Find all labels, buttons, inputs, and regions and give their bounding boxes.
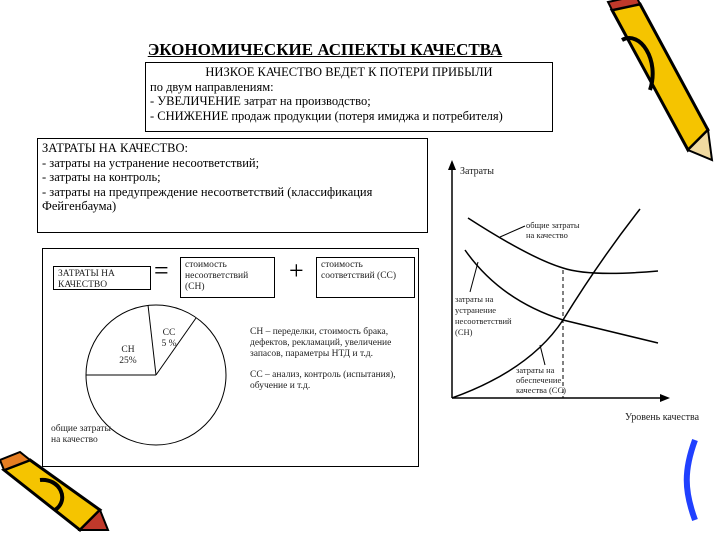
box1-line: - СНИЖЕНИЕ продаж продукции (потеря имиджа и потребителя) [150,108,503,123]
graph-total-label: общие затраты на качество [526,220,580,240]
box1-heading: НИЗКОЕ КАЧЕСТВО ВЕДЕТ К ПОТЕРИ ПРИБЫЛИ [205,65,493,79]
page-title: ЭКОНОМИЧЕСКИЕ АСПЕКТЫ КАЧЕСТВА [147,40,503,59]
pie-total-label: общие затраты на качество [51,424,111,445]
box1-line: по двум направлениям: [150,79,274,94]
quality-costs-box [37,138,428,233]
graph-ylabel: Затраты [460,166,494,177]
blue-bracket-icon [687,440,695,520]
box2-line: - затраты на устранение несоответствий; [42,155,260,170]
plus-sign: + [289,256,304,285]
pie-cc-label: СС 5 % [161,328,177,349]
graph-xlabel: Уровень качества [625,412,700,423]
low-quality-box [145,62,553,132]
box2-line: - затраты на предупреждение несоответствий (классификация Фейгенбаума) [42,184,373,213]
formula-middle: стоимость несоответствий (СН) [180,257,275,298]
note-cc: СС – анализ, контроль (испытания), обучение и т.д. [250,370,396,391]
pie-ch-label: СН 25% [119,345,137,366]
pencil-top-right-icon [608,0,712,160]
graph-cc-label: затраты на обеспечение качества (СС) [516,365,566,395]
note-ch: СН – переделки, стоимость брака, дефектов, рекламаций, увеличение запасов, параметры НТД и т.д. [250,327,392,359]
formula-left: ЗАТРАТЫ НА КАЧЕСТВО [53,266,151,290]
box2-line: - затраты на контроль; [42,170,161,184]
box1-line: - УВЕЛИЧЕНИЕ затрат на производство; [150,94,371,108]
graph-ch-label: затраты на устранение несоответствий (СН) [455,294,512,337]
box2-line: ЗАТРАТЫ НА КАЧЕСТВО: [42,141,188,155]
equals-sign: = [154,256,169,285]
formula-right: стоимость соответствий (СС) [316,257,415,298]
